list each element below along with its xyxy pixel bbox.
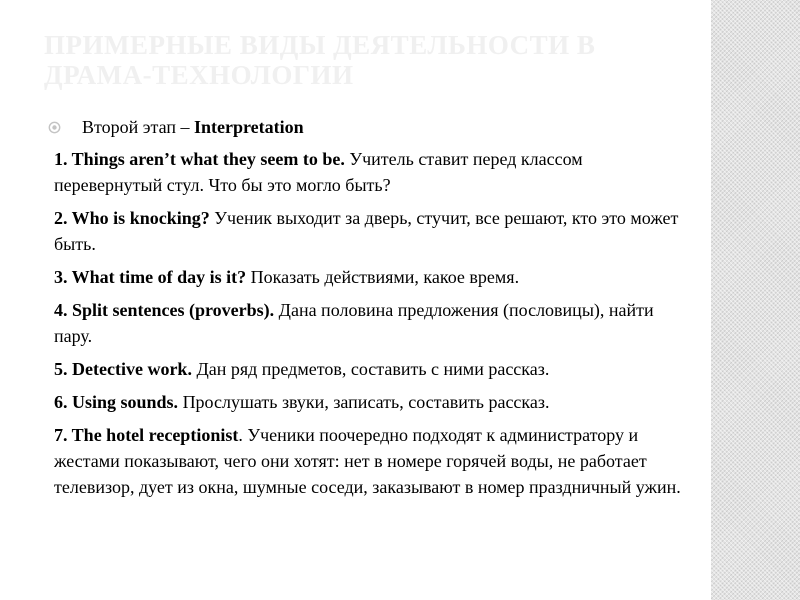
decorative-side-stripe xyxy=(711,0,800,600)
item-6-text: Прослушать звуки, записать, составить рассказ. xyxy=(178,392,550,412)
list-item-7 xyxy=(54,422,684,500)
item-3-text: Показать действиями, какое время. xyxy=(246,267,520,287)
item-7-text: . Ученики поочередно подходят к администратору и жестами показывают, чего они хотят: нет в номере горячей воды, не работает телевизор, дует из окна, шумные соседи, заказывают в номер праздничный ужин. xyxy=(54,425,681,497)
item-4-title: 4. Split sentences (proverbs). xyxy=(54,300,275,320)
item-2-title: 2. Who is knocking? xyxy=(54,208,210,228)
bullet-bold: Interpretation xyxy=(193,117,304,137)
list-item-6 xyxy=(54,389,684,415)
bullet-prefix: Второй этап – xyxy=(82,117,194,137)
item-1-title: 1. Things aren’t what they seem to be. xyxy=(54,149,345,169)
item-6-title: 6. Using sounds. xyxy=(54,392,179,412)
item-1-text: Учитель ставит перед классом перевернутый стул. Что бы это могло быть? xyxy=(54,149,583,195)
list-item-1 xyxy=(54,146,684,198)
circle-bullet-icon xyxy=(48,121,61,134)
item-5-title: 5. Detective work. xyxy=(54,359,192,379)
list-item-5 xyxy=(54,356,684,382)
item-5-text: Дан ряд предметов, составить с ними рассказ. xyxy=(191,359,550,379)
item-7-title: 7. The hotel receptionist xyxy=(54,425,239,445)
item-4-text: Дана половина предложения (пословицы), найти пару. xyxy=(54,300,654,346)
slide-title: ПРИМЕРНЫЕ ВИДЫ ДЕЯТЕЛЬНОСТИ В ДРАМА-ТЕХНОЛОГИИ xyxy=(44,30,596,90)
item-3-title: 3. What time of day is it? xyxy=(54,267,247,287)
list-item-2 xyxy=(54,205,684,257)
slide-content xyxy=(54,114,684,507)
item-2-text: Ученик выходит за дверь, стучит, все решают, кто это может быть. xyxy=(54,208,679,254)
bullet-line xyxy=(54,114,684,140)
list-item-3 xyxy=(54,264,684,290)
list-item-4 xyxy=(54,297,684,349)
